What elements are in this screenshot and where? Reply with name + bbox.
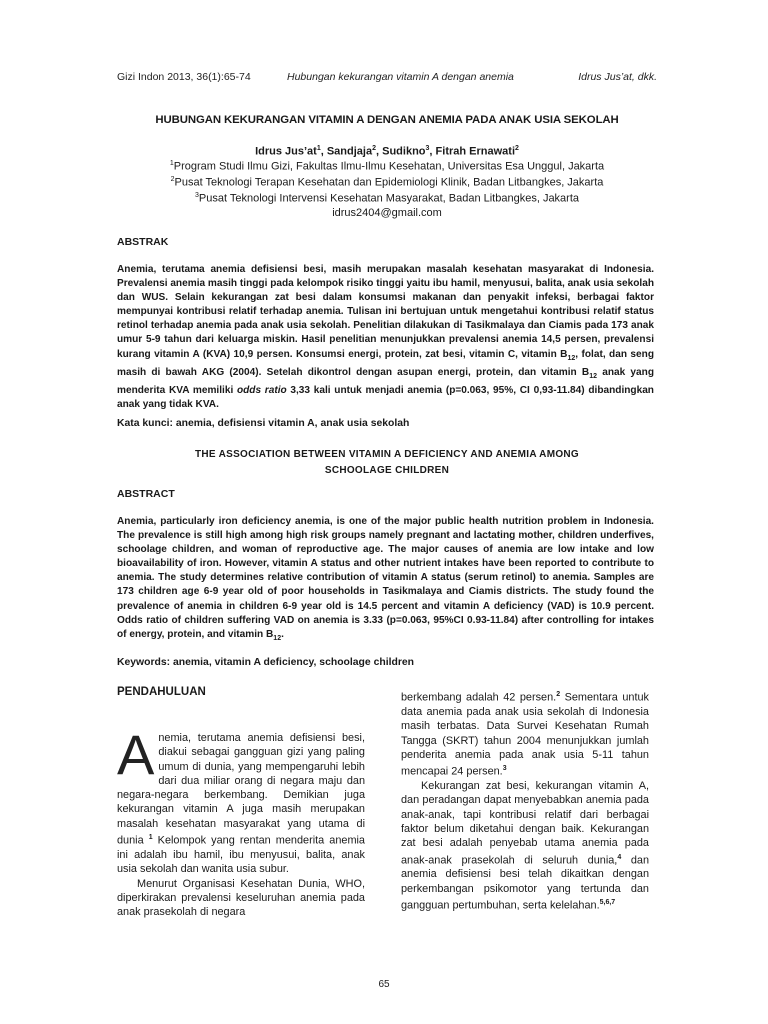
abstract-heading: ABSTRACT: [117, 488, 175, 500]
page-number: 65: [378, 979, 390, 990]
intro-paragraph: Menurut Organisasi Kesehatan Dunia, WHO, diperkirakan prevalensi keseluruhan anemia pada anak prasekolah di negara: [117, 877, 365, 919]
abstrak-heading: ABSTRAK: [117, 236, 169, 248]
kata-kunci: Kata kunci: anemia, defisiensi vitamin A, anak usia sekolah: [117, 418, 410, 429]
pendahuluan-heading: PENDAHULUAN: [117, 686, 206, 698]
left-column: [117, 723, 365, 919]
running-authors: Idrus Jus’at, dkk.: [578, 71, 657, 83]
journal-citation: Gizi Indon 2013, 36(1):65-74: [117, 71, 251, 83]
author-list: Idrus $Jus’at^1$, Sandjaja$^2$, Sudikno$^3$, Fitrah Ernawati$^2$: [255, 145, 519, 158]
intro-paragraph: berkembang adalah 42 persen.$^2$ Sementara untuk data anemia pada anak usia sekolah di Indonesia masih terbatas. Data Survei Kesehatan Rumah Tangga (SKRT) tahun 2004 menunjukkan jumlah penderita anemia pada anak usia 5-11 tahun mencapai 24 persen.$^3$: [401, 691, 650, 778]
intro-paragraph: Anemia, terutama anemia defisiensi besi, diakui sebagai gangguan gizi yang paling umum di dunia, yang mempengaruhi lebih dari dua miliar orang di negara maju dan negara-negara berkembang. Demikian juga kekurangan vitamin A juga masih merupakan masalah kesehatan masyarakat yang utama di dunia $^1$ Kelompok yang rentan menderita anemia ini adalah ibu hamil, ibu menyusui, balita, anak usia sekolah dan wanita usia subur.: [117, 723, 365, 876]
keywords: Keywords: anemia, vitamin A deficiency, schoolage children: [117, 657, 414, 668]
author-name: Sudikno: [382, 145, 426, 158]
intro-paragraph: Kekurangan zat besi, kekurangan vitamin A, dan peradangan dapat menyebabkan anemia pada anak-anak, tapi kontribusi relatif dari berbagai faktor belum diketahui dengan baik. Kekurangan zat besi adalah penyebab utama anemia pada anak-anak prasekolah di seluruh dunia,$^4$ dan anemia defisiensi besi telah dikaitkan dengan perkembangan psikomotor yang tertunda dan gangguan pertumbuhan, serta kelelahan.$^{5,6,7}$: [401, 780, 650, 912]
author-name: Fitrah Ernawati: [435, 145, 516, 158]
affiliation: $^1$Program Studi Ilmu Gizi, Fakultas Ilmu-Ilmu Kesehatan, Universitas Esa Unggul, Jakarta: [169, 160, 605, 173]
english-title: THE ASSOCIATION BETWEEN VITAMIN A DEFICIENCY AND ANEMIA AMONG SCHOOLAGE CHILDREN: [194, 449, 580, 476]
drop-cap: A: [117, 723, 155, 786]
right-column: [401, 688, 649, 913]
article-title: HUBUNGAN KEKURANGAN VITAMIN A DENGAN ANEMIA PADA ANAK USIA SEKOLAH: [155, 114, 619, 126]
affiliation: $^3$Pusat Teknologi Intervensi Kesehatan Masyarakat, Badan Litbangkes, Jakarta: [194, 192, 580, 205]
author-name: Sandjaja: [326, 145, 373, 158]
abstract-body: Anemia, particularly iron deficiency anemia, is one of the major public health nutrition problem in Indonesia. The prevalence is still high among high risk groups namely pregnant and lactating mother, children underfives, schoolage children, and woman of reproductive age. The major causes of anemia are low intake and low bioavailability of iron. However, vitamin A status and other nutrient intakes have been reported to contribute to anemia. The study determines relative contribution of vitamin A status (serum retinol) to anemia. Samples are 173 children age 6-9 year old of poor households in Tasikmalaya and Ciamis districts. The study found the prevalence of anemia in children 6-9 year old is 14.5 percent and vitamin A deficiency (VAD) is 10.9 percent. Odds ratio of children suffering VAD on anemia is 3.33 (p=0.063, 95%CI 0.93-11.84) after controlling for intakes of energy, protein, and vitamin $B_{12}$.: [117, 516, 654, 642]
abstrak-body: Anemia, terutama anemia defisiensi besi, masih merupakan masalah kesehatan masyarakat di Indonesia. Prevalensi anemia masih tinggi pada kelompok risiko tinggi yaitu ibu hamil, menyusui, balita, anak usia sekolah dan WUS. Selain kekurangan zat besi dalam konsumsi makanan dan penyakit infeksi, berbagai faktor mempunyai kontribusi relatif terhadap anemia. Tulisan ini bertujuan untuk mengetahui kontribusi relatif status retinol terhadap anemia pada anak usia sekolah. Penelitian dilakukan di Tasikmalaya dan Ciamis pada 173 anak umur 5-9 tahun dari keluarga miskin. Hasil penelitian menunjukkan prevalensi anemia 14,5 persen, prevalensi kurang vitamin A (KVA) 10,9 persen. Konsumsi energi, protein, zat besi, vitamin C, vitamin $B_{12}$, folat, dan seng masih di bawah AKG (2004). Setelah dikontrol dengan asupan energi, protein, dan vitamin $B_{12}$ anak yang menderita KVA memiliki odds ratio 3,33 kali untuk menjadi anemia (p=0.063, 95%, CI 0,93-11.84) dibandingkan anak yang tidak KVA.: [117, 264, 654, 410]
author-name: Idrus Jus’at: [255, 145, 317, 158]
running-title: Hubungan kekurangan vitamin A dengan anemia: [287, 71, 514, 83]
author-email[interactable]: idrus2404@gmail.com: [332, 207, 442, 219]
affiliation: $^2$Pusat Teknologi Terapan Kesehatan dan Epidemiologi Klinik, Badan Litbangkes, Jakarta: [170, 176, 604, 189]
